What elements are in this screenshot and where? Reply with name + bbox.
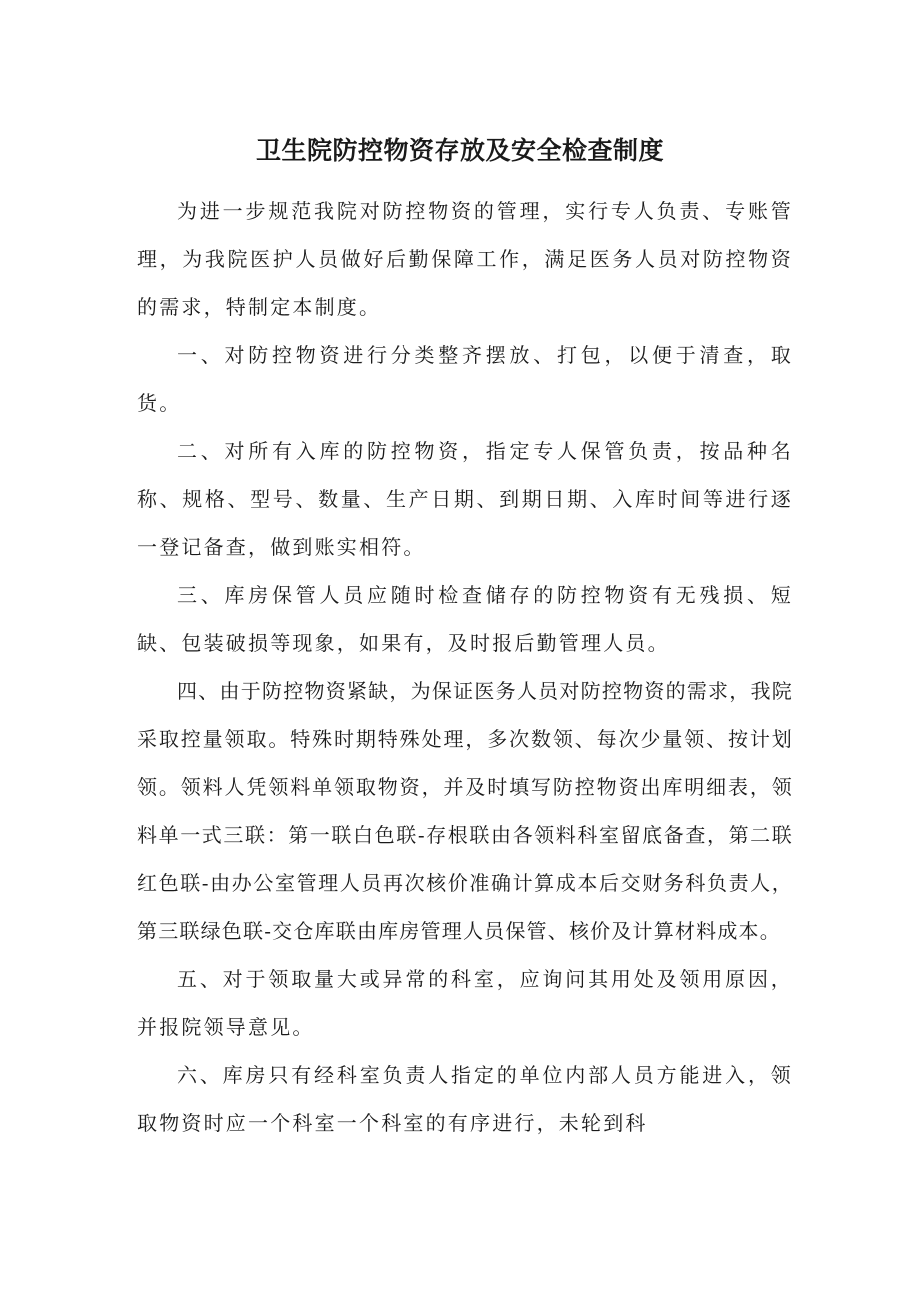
- document-body: [137, 187, 793, 1147]
- paragraph-item-1: 一、对防控物资进行分类整齐摆放、打包，以便于清查，取货。: [137, 343, 793, 415]
- document-title: 卫生院防控物资存放及安全检查制度: [255, 136, 664, 165]
- paragraph-item-5: 五、对于领取量大或异常的科室，应询问其用处及领用原因，并报院领导意见。: [137, 967, 793, 1039]
- paragraph-item-3: 三、库房保管人员应随时检查储存的防控物资有无残损、短缺、包装破损等现象，如果有，及时报后勤管理人员。: [137, 583, 793, 655]
- paragraph-item-2: 二、对所有入库的防控物资，指定专人保管负责，按品种名称、规格、型号、数量、生产日期、到期日期、入库时间等进行逐一登记备查，做到账实相符。: [137, 439, 793, 559]
- paragraph-item-6: 六、库房只有经科室负责人指定的单位内部人员方能进入，领取物资时应一个科室一个科室的有序进行，未轮到科: [137, 1063, 793, 1135]
- paragraph-item-4: 四、由于防控物资紧缺，为保证医务人员对防控物资的需求，我院采取控量领取。特殊时期特殊处理，多次数领、每次少量领、按计划领。领料人凭领料单领取物资，并及时填写防控物资出库明细表，领料单一式三联：第一联白色联-存根联由各领料科室留底备查，第二联红色联-由办公室管理人员再次核价准确计算成本后交财务科负责人，第三联绿色联-交仓库联由库房管理人员保管、核价及计算材料成本。: [137, 679, 793, 943]
- paragraph-intro: 为进一步规范我院对防控物资的管理，实行专人负责、专账管理，为我院医护人员做好后勤保障工作，满足医务人员对防控物资的需求，特制定本制度。: [137, 199, 793, 319]
